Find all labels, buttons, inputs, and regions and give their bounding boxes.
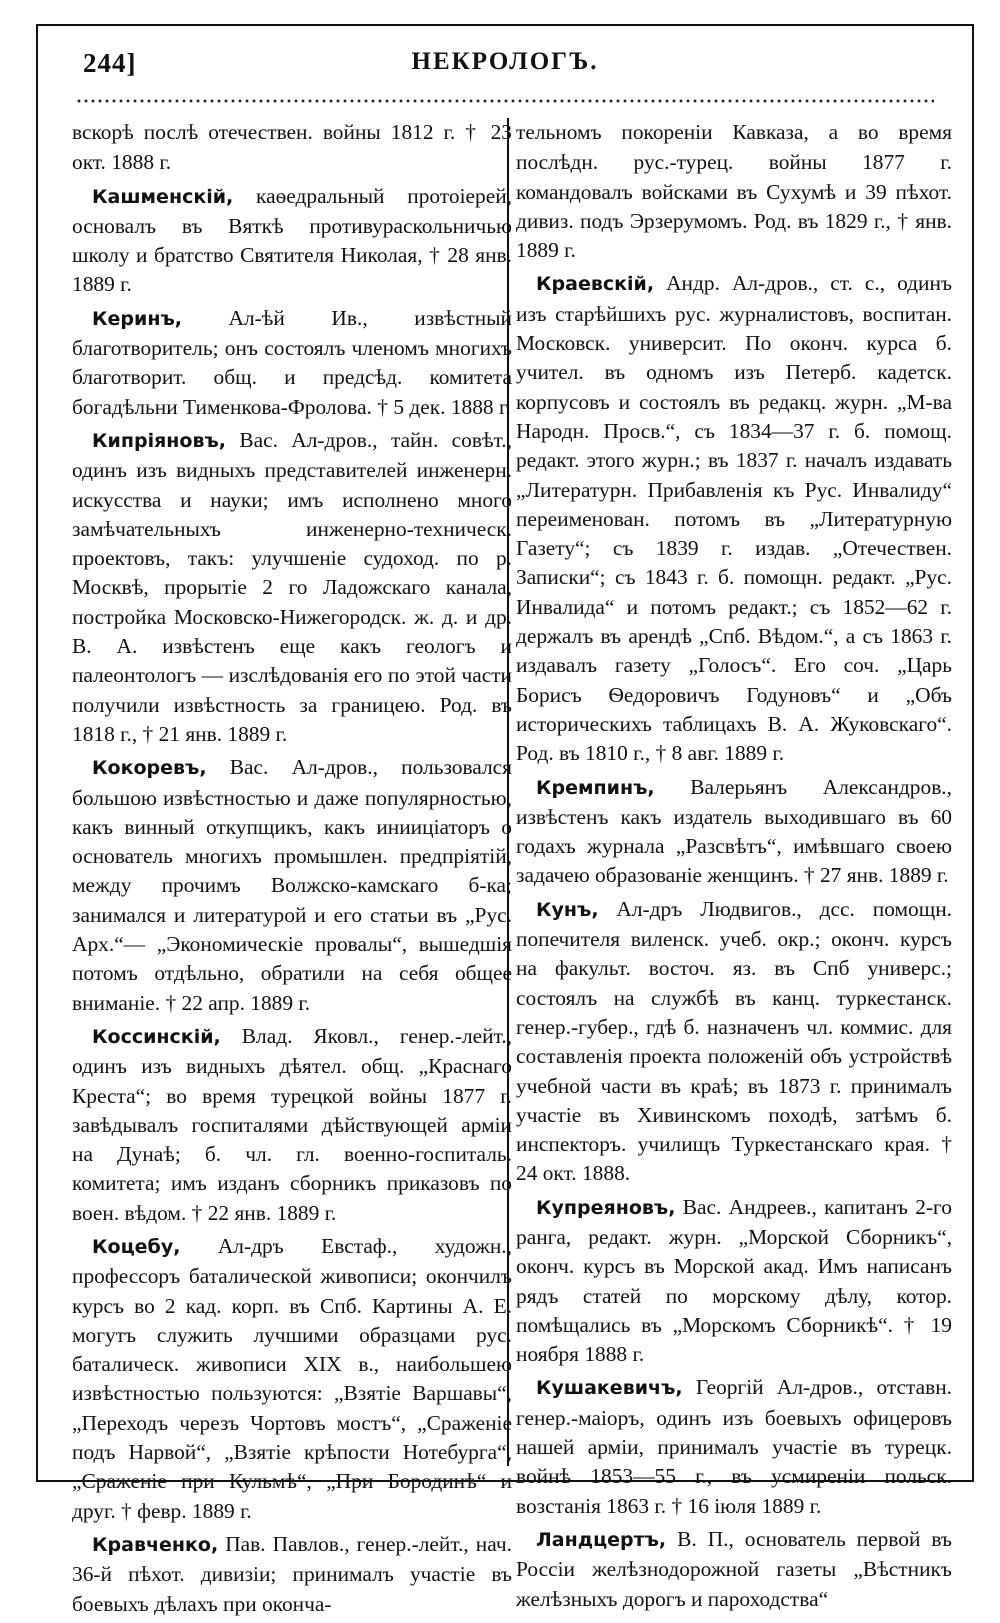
entry-name: Купреяновъ, [536, 1196, 676, 1219]
obituary-entry: Коссинскій, Влад. Яковл., генер.-лейт., одинъ изъ видныхъ дѣятел. общ. „Краснаго Креста“; во время турецкой войны 1877 г. завѣдывалъ госпиталями дѣйствующей арміи на Дунаѣ; б. чл. гл. военно-госпиталь. комитета; имъ изданъ сборникъ приказовъ по воен. вѣдом. † 22 янв. 1889 г. [72, 1023, 512, 1225]
running-title: НЕКРОЛОГЪ. [411, 48, 599, 75]
obituary-entry: Кипріяновъ, Вас. Ал-дров., тайн. совѣт., одинъ изъ видныхъ представителей инженерн. искусства и науки; имъ исполнено много замѣчательныхъ инженерно-техническ. проектовъ, такъ: улучшеніе судоход. по р. Москвѣ, прорытіе 2 го Ладожскаго канала, постройка Московско-Нижегородск. ж. д. и др. В. А. извѣстенъ еще какъ геологъ и палеонтологъ — изслѣдованія его по этой части получили извѣстность за границею. Род. въ 1818 г., † 21 янв. 1889 г. [72, 427, 512, 746]
obituary-entry: Коцебу, Ал-дръ Евстаф., художн., профессоръ баталической живописи; окончилъ курсъ во 2 кад. корп. въ Спб. Картины А. Е. могутъ служить лучшими образцами рус. баталическ. живописи XIX в., наибольшею извѣстностью пользуются: „Взятіе Варшавы“, „Переходъ черезъ Чортовъ мостъ“, „Сраженіе подъ Нарвой“, „Взятіе крѣпости Нотебурга“, „Сраженіе при Кульмѣ“, „При Бородинѣ“ и друг. † февр. 1889 г. [72, 1233, 512, 1523]
entry-name: Коссинскій, [92, 1025, 221, 1048]
obituary-entry: тельномъ покореніи Кавказа, а во время послѣдн. рус.-турец. войны 1877 г. командовалъ войсками въ Сухумѣ и 39 пѣхот. дивиз. подъ Эрзерумомъ. Род. въ 1829 г., † янв. 1889 г. [516, 120, 952, 263]
obituary-entry: Кремпинъ, Валерьянъ Александров., извѣстенъ какъ издатель выходившаго въ 60 годахъ журнала „Разсвѣтъ“, имѣвшаго своею задачею образованіе женщинъ. † 27 янв. 1889 г. [516, 774, 952, 888]
entry-name: Коцебу, [92, 1235, 181, 1258]
obituary-entry: Краевскій, Андр. Ал-дров., ст. с., одинъ изъ старѣйшихъ рус. журналистовъ, воспитан. Московск. университ. По оконч. курса б. учител. въ одномъ изъ Петерб. кадетск. корпусовъ и состоялъ въ редакц. журн. „М-ва Народн. Просв.“, съ 1834—37 г. б. помощ. редакт. этого журн.; въ 1837 г. началъ издавать „Литературн. Прибавленія къ Рус. Инвалиду“ переименован. потомъ въ „Литературную Газету“; съ 1839 г. издав. „Отечествен. Записки“; съ 1843 г. б. помощн. редакт. „Рус. Инвалида“ и потомъ редакт.; съ 1852—62 г. держалъ въ арендѣ „Спб. Вѣдом.“, а съ 1863 г. издавалъ газету „Голосъ“. Его соч. „Царь Борисъ Ѳедоровичъ Годуновъ“ и „Объ историческихъ таблицахъ В. А. Жуковскаго“. Род. въ 1810 г., † 8 авг. 1889 г. [516, 271, 952, 766]
entry-name: Кунъ, [536, 898, 599, 921]
obituary-entry: Кунъ, Ал-дръ Людвигов., дсс. помощн. попечителя виленск. учеб. окр.; оконч. курсъ на факульт. восточ. яз. въ Спб универс.; состоялъ на службѣ въ канц. туркестанск. генер.-губер., гдѣ б. назначенъ чл. коммис. для составленія проекта положеній объ устройствѣ учебной части въ краѣ; въ 1873 г. принималъ участіе въ Хивинскомъ походѣ, затѣмъ б. инспекторъ. училищъ Туркестанскаго края. † 24 окт. 1888. [516, 896, 952, 1186]
obituary-entry: Кушакевичъ, Георгій Ал-дров., отставн. генер.-маіоръ, одинъ изъ боевыхъ офицеровъ нашей арміи, принималъ участіе въ турецк. войнѣ 1853—55 г., въ усмиреніи польск. возстанія 1863 г. † 16 іюля 1889 г. [516, 1375, 952, 1518]
header-wavy-rule [76, 98, 934, 104]
entry-name: Кремпинъ, [536, 776, 655, 799]
obituary-entry: Кокоревъ, Вас. Ал-дров., пользовался большою извѣстностью и даже популярностью, какъ винный откупщикъ, какъ инииціаторъ о основатель многихъ промышлен. предпріятій, между прочимъ Волжско-камскаго б-ка; занимался и литературой и его статьи въ „Рус. Арх.“— „Экономическіе провалы“, вышедшія потомъ отдѣльно, обратили на себя общее вниманіе. † 22 апр. 1889 г. [72, 755, 512, 1015]
entry-name: Кашменскій, [92, 185, 234, 208]
entry-name: Кипріяновъ, [92, 429, 226, 452]
entry-name: Кушакевичъ, [536, 1377, 683, 1400]
entry-name: Краевскій, [536, 273, 655, 296]
obituary-entry: Кашменскій, каѳедральный протоіерей, основалъ въ Вяткѣ противураскольничью школу и братство Святителя Николая, † 28 янв. 1889 г. [72, 183, 512, 297]
entry-name: Керинъ, [92, 307, 182, 330]
obituary-entry: Купреяновъ, Вас. Андреев., капитанъ 2-го ранга, редакт. журн. „Морской Сборникъ“, оконч. курсъ въ Морской акад. Имъ написанъ рядъ статей по морскому дѣлу, котор. помѣщались въ „Морскомъ Сборникѣ“. † 19 ноября 1888 г. [516, 1194, 952, 1367]
obituary-entry: вскорѣ послѣ отечествен. войны 1812 г. † 23 окт. 1888 г. [72, 120, 512, 175]
entry-name: Кравченко, [92, 1533, 219, 1556]
page-number: 244] [83, 48, 137, 78]
entry-name: Кокоревъ, [92, 757, 207, 780]
right-column [516, 118, 952, 1618]
obituary-entry: Кравченко, Пав. Павлов., генер.-лейт., нач. 36-й пѣхот. дивизіи; принималъ участіе въ боевыхъ дѣлахъ при оконча- [72, 1531, 512, 1616]
running-header [38, 26, 972, 86]
left-column [72, 118, 512, 1623]
obituary-entry: Ландцертъ, В. П., основатель первой въ Россіи желѣзнодорожной газеты „Вѣстникъ желѣзныхъ дорогъ и пароходства“ [516, 1526, 952, 1611]
entry-name: Ландцертъ, [536, 1528, 667, 1551]
page-frame [36, 24, 974, 1616]
obituary-entry: Керинъ, Ал-ѣй Ив., извѣстный благотворитель; онъ состоялъ членомъ многихъ благотворит. общ. и предсѣд. комитета богадѣльни Тименкова-Фролова. † 5 дек. 1888 г. [72, 305, 512, 419]
